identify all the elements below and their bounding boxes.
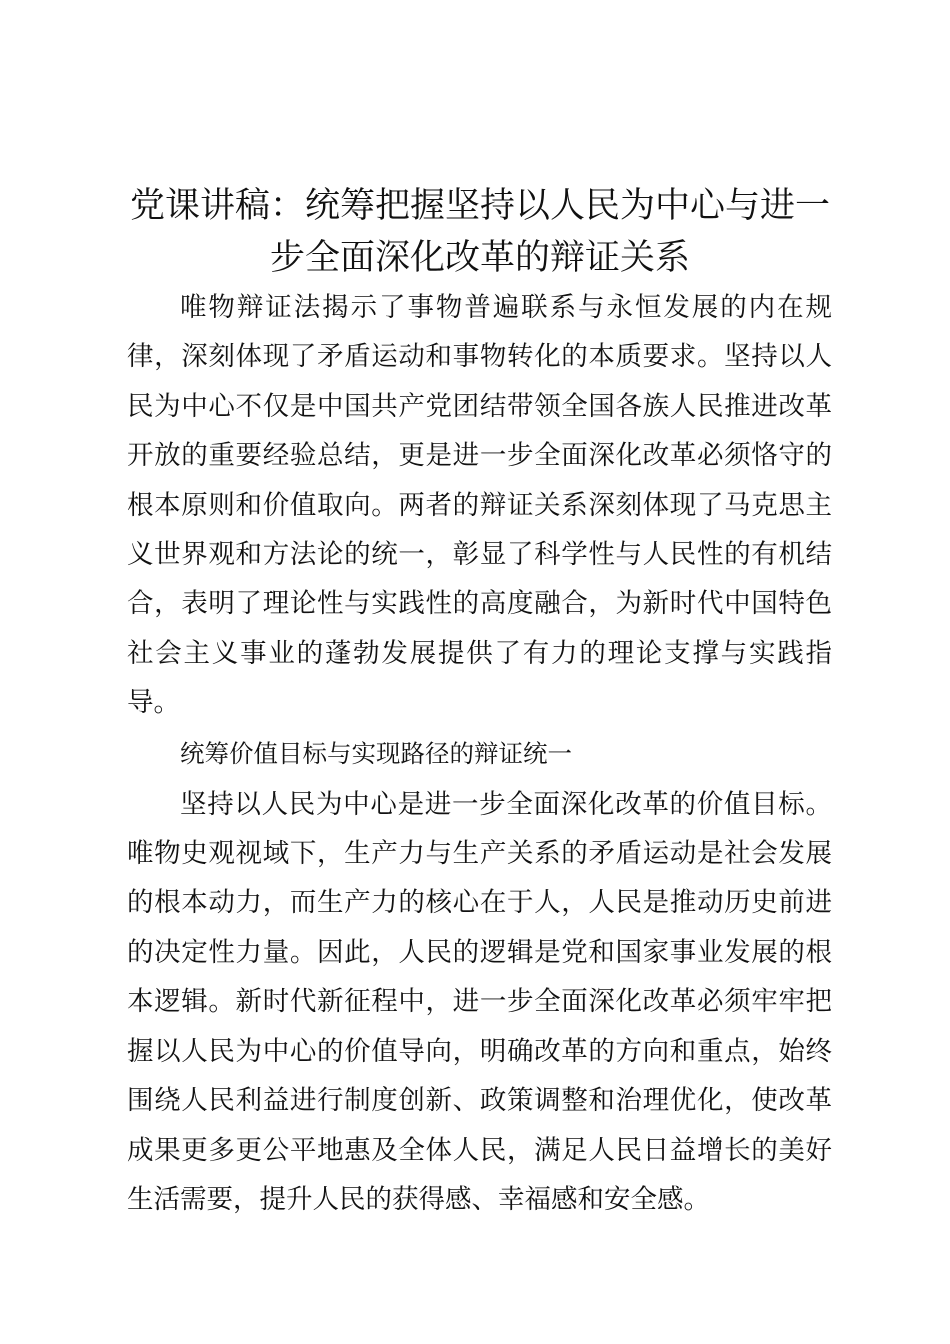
document-title: 党课讲稿：统筹把握坚持以人民为中心与进一步全面深化改革的辩证关系 (129, 186, 830, 278)
paragraph-intro: 唯物辩证法揭示了事物普遍联系与永恒发展的内在规律，深刻体现了矛盾运动和事物转化的本质要求。坚持以人民为中心不仅是中国共产党团结带领全国各族人民推进改革开放的重要经验总结，更是进一步全面深化改革必须恪守的根本原则和价值取向。两者的辩证关系深刻体现了马克思主义世界观和方法论的统一，彰显了科学性与人民性的有机结合，表明了理论性与实践性的高度融合，为新时代中国特色社会主义事业的蓬勃发展提供了有力的理论支撑与实践指导。 (127, 292, 832, 719)
paragraph-value-goal: 坚持以人民为中心是进一步全面深化改革的价值目标。唯物史观视域下，生产力与生产关系的矛盾运动是社会发展的根本动力，而生产力的核心在于人，人民是推动历史前进的决定性力量。因此，人民的逻辑是党和国家事业发展的根本逻辑。新时代新征程中，进一步全面深化改革必须牢牢把握以人民为中心的价值导向，明确改革的方向和重点，始终围绕人民利益进行制度创新、政策调整和治理优化，使改革成果更多更公平地惠及全体人民，满足人民日益增长的美好生活需要，提升人民的获得感、幸福感和安全感。 (127, 788, 832, 1215)
document-body (127, 283, 832, 1224)
section-heading: 统筹价值目标与实现路径的辩证统一 (180, 738, 572, 768)
